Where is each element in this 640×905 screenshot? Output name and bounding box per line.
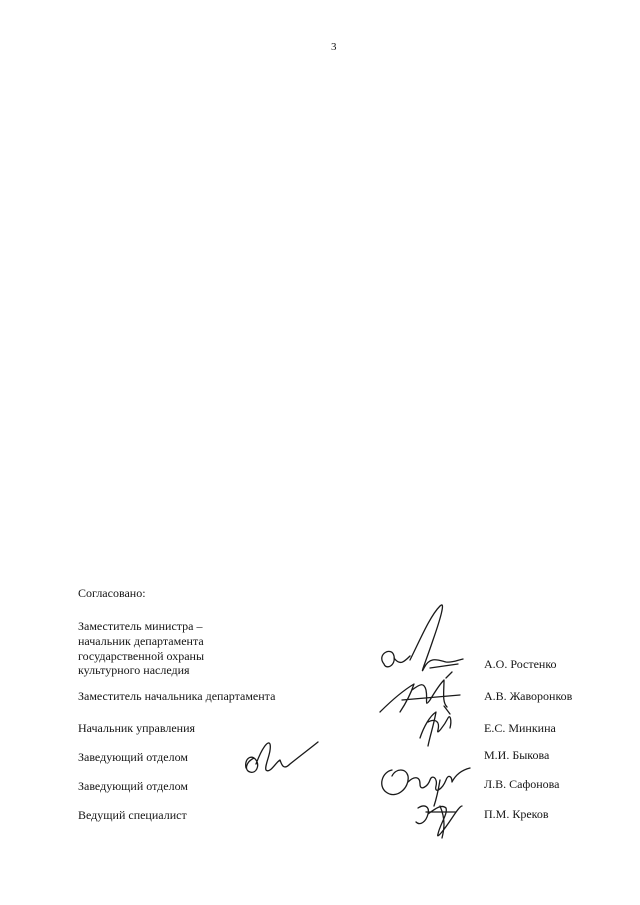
signature-rostenko (382, 605, 463, 671)
signatory-name: П.М. Креков (484, 807, 549, 821)
signature-zhavoronkov (380, 672, 460, 712)
approval-heading: Согласовано: (78, 586, 146, 600)
signature-bykova (246, 742, 318, 772)
signatory-name: Л.В. Сафонова (484, 777, 560, 791)
position-line: Заведующий отделом (78, 779, 188, 793)
signature-minkina (420, 706, 451, 746)
position-line: Заместитель начальника департамента (78, 689, 276, 703)
signatory-name: Е.С. Минкина (484, 721, 556, 735)
position-line: начальник департамента (78, 634, 204, 648)
position-line: Начальник управления (78, 721, 196, 735)
position-line: Заведующий отделом (78, 750, 188, 764)
position-line: государственной охраны (78, 649, 205, 663)
signatory-name: А.О. Ростенко (484, 657, 557, 671)
signature-krekov (416, 806, 462, 838)
signature-safonova (382, 768, 470, 806)
signatory-name: А.В. Жаворонков (484, 689, 573, 703)
position-line: Заместитель министра – (78, 619, 203, 633)
position-line: культурного наследия (78, 663, 190, 677)
page-number: 3 (331, 41, 337, 53)
signatory-name: М.И. Быкова (484, 748, 550, 762)
position-line: Ведущий специалист (78, 808, 187, 822)
